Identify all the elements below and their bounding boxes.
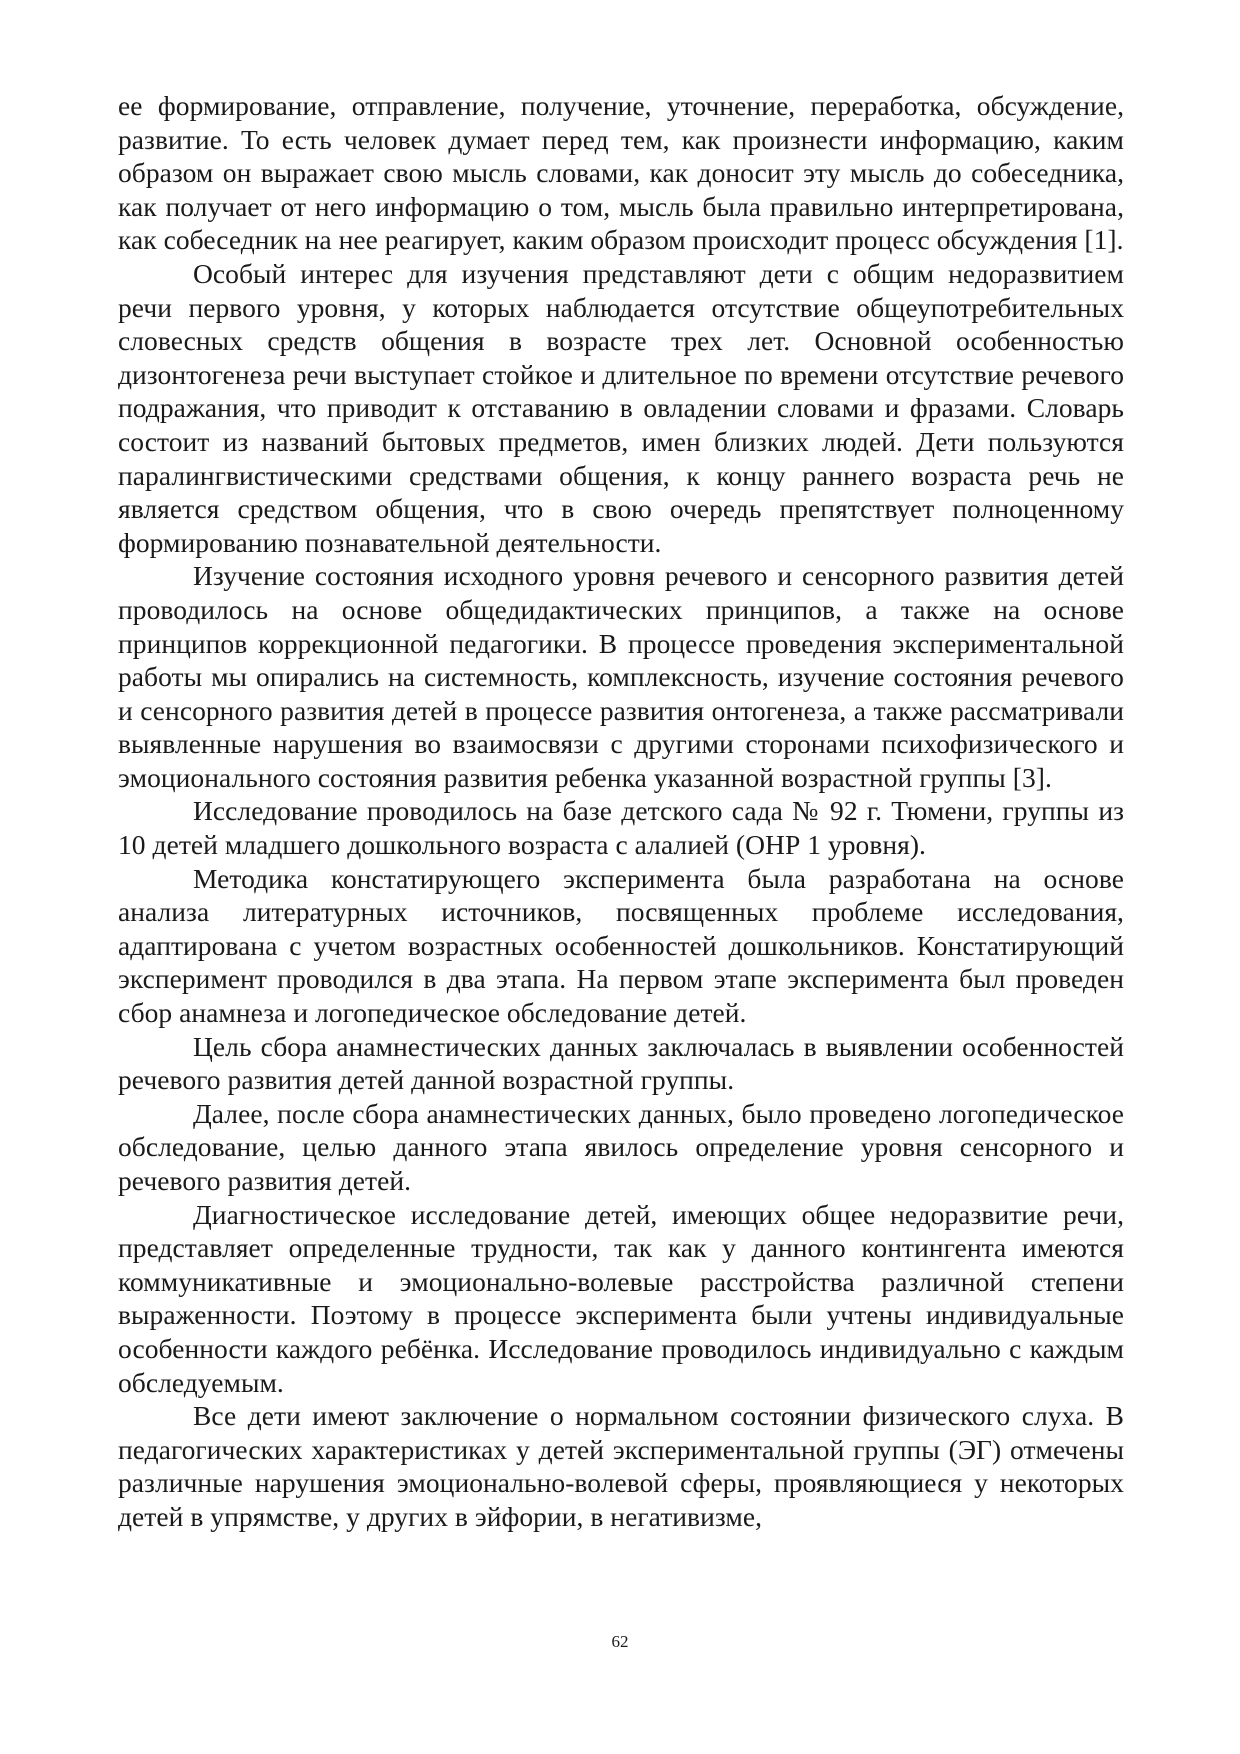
paragraph-9: Все дети имеют заключение о нормальном состоянии физического слуха. В педагогических характеристиках у детей экспериментальной группы (ЭГ) отмечены различные нарушения эмоционально-волевой сферы, проявляющиеся у некоторых детей в упрямстве, у других в эйфории, в негативизме, bbox=[118, 1400, 1124, 1532]
paragraph-6: Цель сбора анамнестических данных заключалась в выявлении особенностей речевого развития детей данной возрастной группы. bbox=[118, 1030, 1124, 1096]
paragraph-1: ее формирование, отправление, получение, уточнение, переработка, обсуждение, развитие. То есть человек думает перед тем, как произнести информацию, каким образом он выражает свою мысль словами, как доносит эту мысль до собеседника, как получает от него информацию о том, мысль была правильно интерпретирована, как собеседник на нее реагирует, каким образом происходит процесс обсуждения [1]. bbox=[118, 90, 1124, 256]
paragraph-4: Исследование проводилось на базе детского сада № 92 г. Тюмени, группы из 10 детей младшего дошкольного возраста с алалией (ОНР 1 уровня). bbox=[118, 795, 1124, 861]
page-body bbox=[118, 89, 1124, 1534]
page-number: 62 bbox=[611, 1632, 629, 1651]
paragraph-8: Диагностическое исследование детей, имеющих общее недоразвитие речи, представляет определенные трудности, так как у данного контингента имеются коммуникативные и эмоционально-волевые расстройства различной степени выраженности. Поэтому в процессе эксперимента были учтены индивидуальные особенности каждого ребёнка. Исследование проводилось индивидуально с каждым обследуемым. bbox=[118, 1198, 1124, 1398]
paragraph-5: Методика констатирующего эксперимента была разработана на основе анализа литературных источников, посвященных проблеме исследования, адаптирована с учетом возрастных особенностей дошкольников. Констатирующий эксперимент проводился в два этапа. На первом этапе эксперимента был проведен сбор анамнеза и логопедическое обследование детей. bbox=[118, 862, 1124, 1029]
paragraph-2: Особый интерес для изучения представляют дети с общим недоразвитием речи первого уровня, у которых наблюдается отсутствие общеупотребительных словесных средств общения в возрасте трех лет. Основной особенностью дизонтогенеза речи выступает стойкое и длительное по времени отсутствие речевого подражания, что приводит к отставанию в овладении словами и фразами. Словарь состоит из названий бытовых предметов, имен близких людей. Дети пользуются паралингвистическими средствами общения, к концу раннего возраста речь не является средством общения, что в свою очередь препятствует полноценному формированию познавательной деятельности. bbox=[118, 257, 1124, 558]
paragraph-3: Изучение состояния исходного уровня речевого и сенсорного развития детей проводилось на основе общедидактических принципов, а также на основе принципов коррекционной педагогики. В процессе проведения экспериментальной работы мы опирались на системность, комплексность, изучение состояния речевого и сенсорного развития детей в процессе развития онтогенеза, а также рассматривали выявленные нарушения во взаимосвязи с другими сторонами психофизического и эмоционального состояния развития ребенка указанной возрастной группы [3]. bbox=[118, 560, 1124, 793]
paragraph-7: Далее, после сбора анамнестических данных, было проведено логопедическое обследование, целью данного этапа явилось определение уровня сенсорного и речевого развития детей. bbox=[118, 1097, 1124, 1196]
